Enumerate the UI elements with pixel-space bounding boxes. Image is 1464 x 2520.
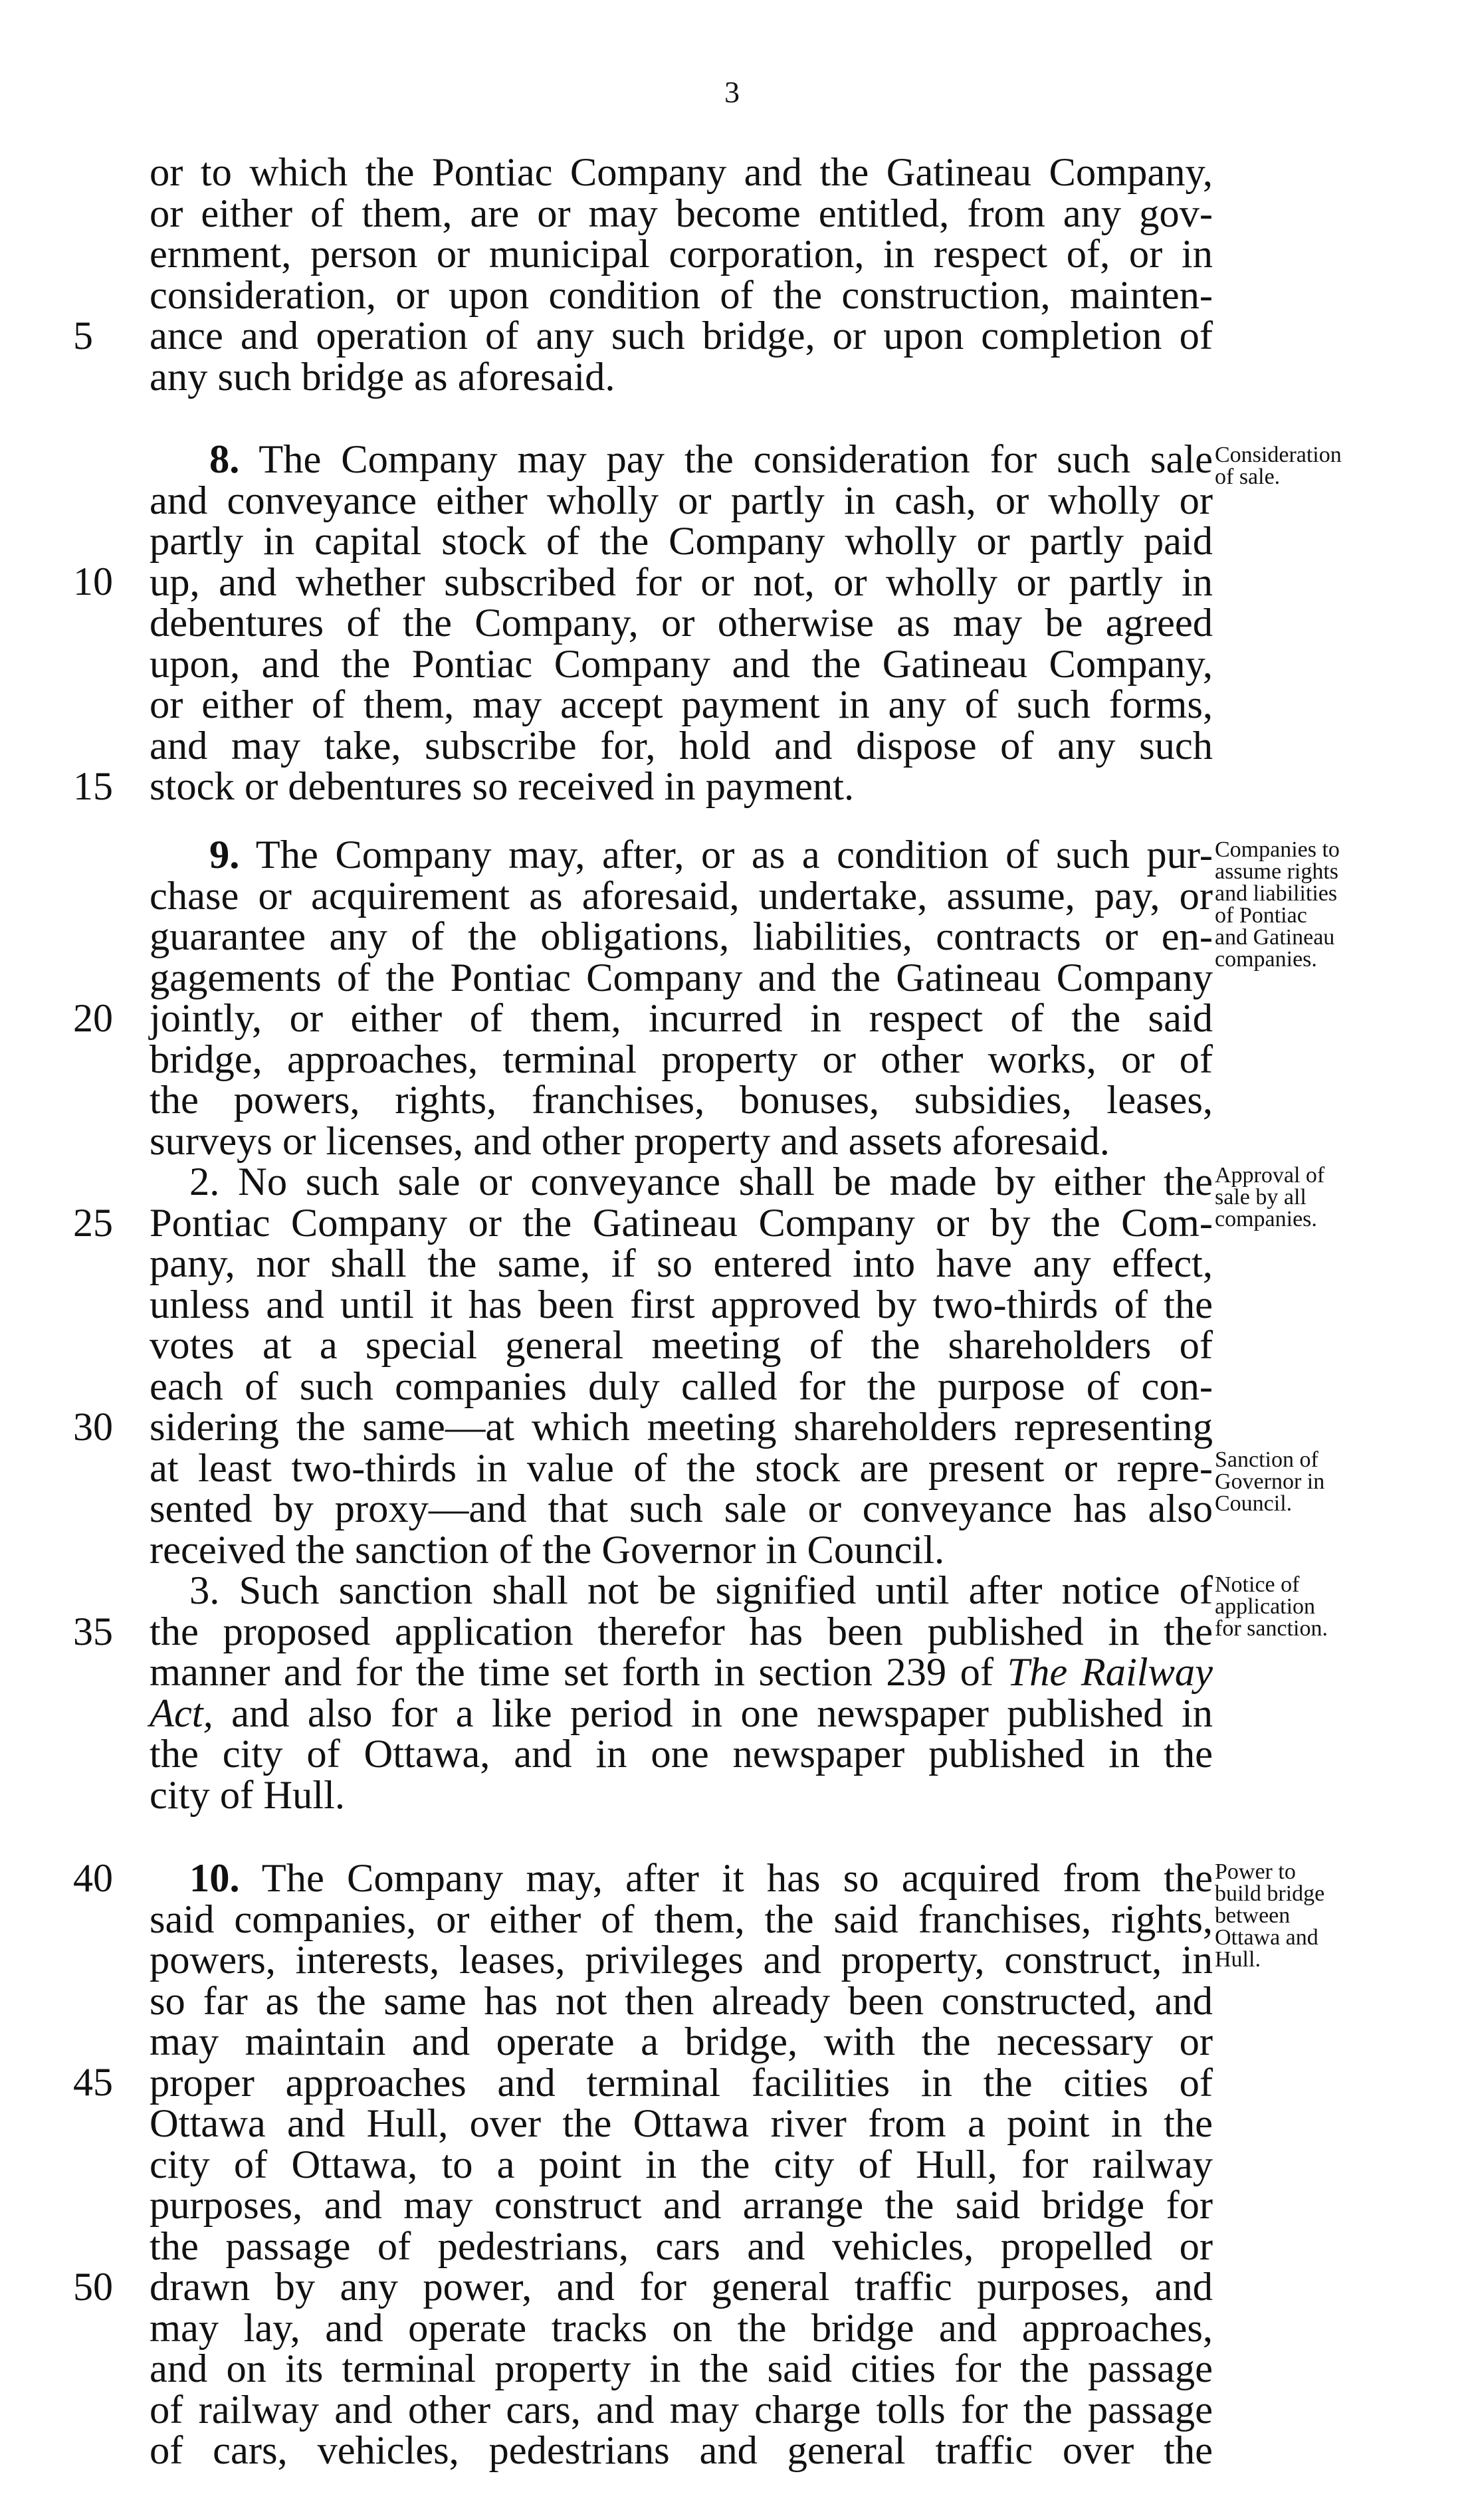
text-line-content: and also for a like period in one newspaper published in [231, 1691, 1213, 1736]
text-line: Ottawa and Hull, over the Ottawa river from a point in the [150, 2101, 1213, 2146]
text-line: ernment, person or municipal corporation, in respect of, or in [150, 232, 1213, 276]
text-line: pany, nor shall the same, if so entered into have any effect, [150, 1241, 1213, 1286]
margin-note-line: Consideration [1215, 443, 1342, 467]
text-line-content: manner and for the time set forth in section 239 of [150, 1650, 993, 1695]
text-line: 3. Such sanction shall not be signified until after notice of [189, 1568, 1213, 1613]
text-line: powers, interests, leases, privileges and property, construct, in [150, 1938, 1213, 1982]
text-line: up, and whether subscribed for or not, or wholly or partly in [150, 560, 1213, 605]
section-number: 8. [209, 437, 240, 482]
margin-note-line: application [1215, 1594, 1316, 1619]
text-line [150, 1693, 1213, 1734]
margin-note-consideration [1215, 444, 1454, 488]
text-line: received the sanction of the Governor in Council. [150, 1527, 945, 1572]
text-line: jointly, or either of them, incurred in respect of the said [150, 996, 1213, 1041]
margin-note-liabilities [1215, 839, 1454, 970]
margin-note-power [1215, 1861, 1454, 1970]
text-line-content: The Company may pay the consideration for such sale [259, 437, 1213, 482]
line-number: 50 [73, 2265, 113, 2309]
section-number: 10. [189, 1856, 240, 1901]
section-number: 9. [209, 833, 240, 877]
margin-note-line: Companies to [1215, 837, 1340, 862]
margin-note-line: for sanction. [1215, 1616, 1328, 1641]
line-number: 30 [73, 1405, 113, 1449]
margin-note-line: sale by all [1215, 1185, 1307, 1209]
text-line: and conveyance either wholly or partly in cash, or wholly or [150, 478, 1213, 523]
text-line: city of Ottawa, to a point in the city of Hull, for railway [150, 2142, 1213, 2187]
margin-note-line: Ottawa and [1215, 1925, 1318, 1950]
text-line: gagements of the Pontiac Company and the Gatineau Company [150, 955, 1213, 1000]
text-line: chase or acquirement as aforesaid, undertake, assume, pay, or [150, 873, 1213, 918]
text-line: and may take, subscribe for, hold and dispose of any such [150, 723, 1213, 768]
text-line: debentures of the Company, or otherwise as may be agreed [150, 601, 1213, 645]
text-line: drawn by any power, and for general traffic purposes, and [150, 2265, 1213, 2309]
text-line: sented by proxy—and that such sale or conveyance has also [150, 1487, 1213, 1531]
text-line: the city of Ottawa, and in one newspaper published in the [150, 1732, 1213, 1776]
text-line: proper approaches and terminal facilities in the cities of [150, 2060, 1213, 2105]
text-line [150, 439, 1213, 480]
subsection-2 [150, 1162, 1213, 1570]
line-number: 25 [73, 1201, 113, 1245]
margin-note-line: of sale. [1215, 465, 1281, 489]
text-line: may lay, and operate tracks on the bridge and approaches, [150, 2305, 1213, 2351]
text-line: partly in capital stock of the Company wholly or partly paid [150, 519, 1213, 564]
text-line: and on its terminal property in the said cities for the passage [150, 2347, 1213, 2391]
text-line: ance and operation of any such bridge, or upon completion of [150, 314, 1213, 358]
section-10 [150, 1858, 1213, 2471]
text-line-content: The Company may, after it has so acquired from the [261, 1856, 1213, 1901]
italic-reference: Act, [150, 1691, 213, 1736]
margin-note-line: Power to [1215, 1859, 1296, 1884]
text-line: any such bridge as aforesaid. [150, 354, 615, 399]
text-line: the proposed application therefor has been published in the [150, 1609, 1213, 1654]
line-number: 20 [73, 996, 113, 1040]
text-line: city of Hull. [150, 1772, 346, 1818]
margin-note-approval [1215, 1164, 1454, 1230]
text-line: sidering the same—at which meeting shareholders representing [150, 1405, 1213, 1449]
text-line: Pontiac Company or the Gatineau Company or by the Com- [150, 1200, 1213, 1245]
line-number: 40 [73, 1856, 113, 1900]
text-line: upon, and the Pontiac Company and the Gatineau Company, [150, 641, 1213, 686]
text-line: so far as the same has not then already been constructed, and [150, 1978, 1213, 2024]
margin-note-line: and Gatineau [1215, 925, 1335, 950]
text-line: said companies, or either of them, the said franchises, rights, [150, 1897, 1213, 1942]
text-line: the passage of pedestrians, cars and vehicles, propelled or [150, 2224, 1213, 2269]
text-line [150, 1858, 1213, 1899]
page-number: 3 [724, 75, 740, 109]
margin-note-line: of Pontiac [1215, 903, 1307, 928]
line-number: 15 [73, 764, 113, 808]
margin-note-line: build bridge [1215, 1881, 1325, 1906]
margin-note-notice [1215, 1574, 1454, 1639]
margin-note-line: Notice of [1215, 1572, 1300, 1597]
text-line: consideration, or upon condition of the construction, mainten- [150, 272, 1213, 318]
text-line: at least two-thirds in value of the stock are present or repre- [150, 1445, 1213, 1491]
text-line: each of such companies duly called for the purpose of con- [150, 1364, 1213, 1409]
margin-note-line: Approval of [1215, 1163, 1325, 1188]
margin-note-line: companies. [1215, 1207, 1317, 1231]
text-line: of railway and other cars, and may charge tolls for the passage [150, 2387, 1213, 2432]
text-line: or either of them, may accept payment in any of such forms, [150, 682, 1213, 727]
line-number: 45 [73, 2060, 113, 2104]
text-line [150, 835, 1213, 876]
margin-note-sanction [1215, 1449, 1454, 1515]
text-line-content: The Company may, after, or as a condition of such pur- [255, 833, 1213, 877]
paragraph-continuation [150, 152, 1213, 397]
text-line: guarantee any of the obligations, liabilities, contracts or en- [150, 914, 1213, 959]
text-line: of cars, vehicles, pedestrians and general traffic over the [150, 2428, 1213, 2473]
margin-note-line: Hull. [1215, 1947, 1261, 1972]
text-line: may maintain and operate a bridge, with the necessary or [150, 2020, 1213, 2064]
line-number: 5 [73, 314, 93, 358]
text-line: unless and until it has been first approved by two-thirds of the [150, 1282, 1213, 1327]
text-line: the powers, rights, franchises, bonuses, subsidies, leases, [150, 1078, 1213, 1122]
text-line [150, 1652, 1213, 1693]
line-number: 35 [73, 1610, 113, 1653]
text-line: or to which the Pontiac Company and the Gatineau Company, [150, 150, 1213, 195]
text-line: or either of them, are or may become entitled, from any gov- [150, 191, 1213, 236]
line-number: 10 [73, 560, 113, 603]
text-line: bridge, approaches, terminal property or other works, or of [150, 1037, 1213, 1082]
margin-note-line: companies. [1215, 947, 1317, 972]
text-line: purposes, and may construct and arrange the said bridge for [150, 2183, 1213, 2228]
text-line: surveys or licenses, and other property and assets aforesaid. [150, 1118, 1110, 1164]
margin-note-line: and liabilities [1215, 881, 1338, 906]
subsection-3 [150, 1570, 1213, 1816]
margin-note-line: Council. [1215, 1491, 1293, 1516]
italic-reference: The Railway [1007, 1650, 1213, 1695]
section-8 [150, 439, 1213, 807]
margin-note-line: assume rights [1215, 859, 1339, 884]
section-9 [150, 835, 1213, 1162]
text-line: stock or debentures so received in payment. [150, 764, 855, 809]
margin-note-line: Sanction of [1215, 1447, 1318, 1472]
text-line: 2. No such sale or conveyance shall be made by either the [189, 1160, 1213, 1204]
margin-note-line: Governor in [1215, 1469, 1325, 1494]
margin-note-line: between [1215, 1903, 1291, 1928]
text-line: votes at a special general meeting of the shareholders of [150, 1323, 1213, 1368]
